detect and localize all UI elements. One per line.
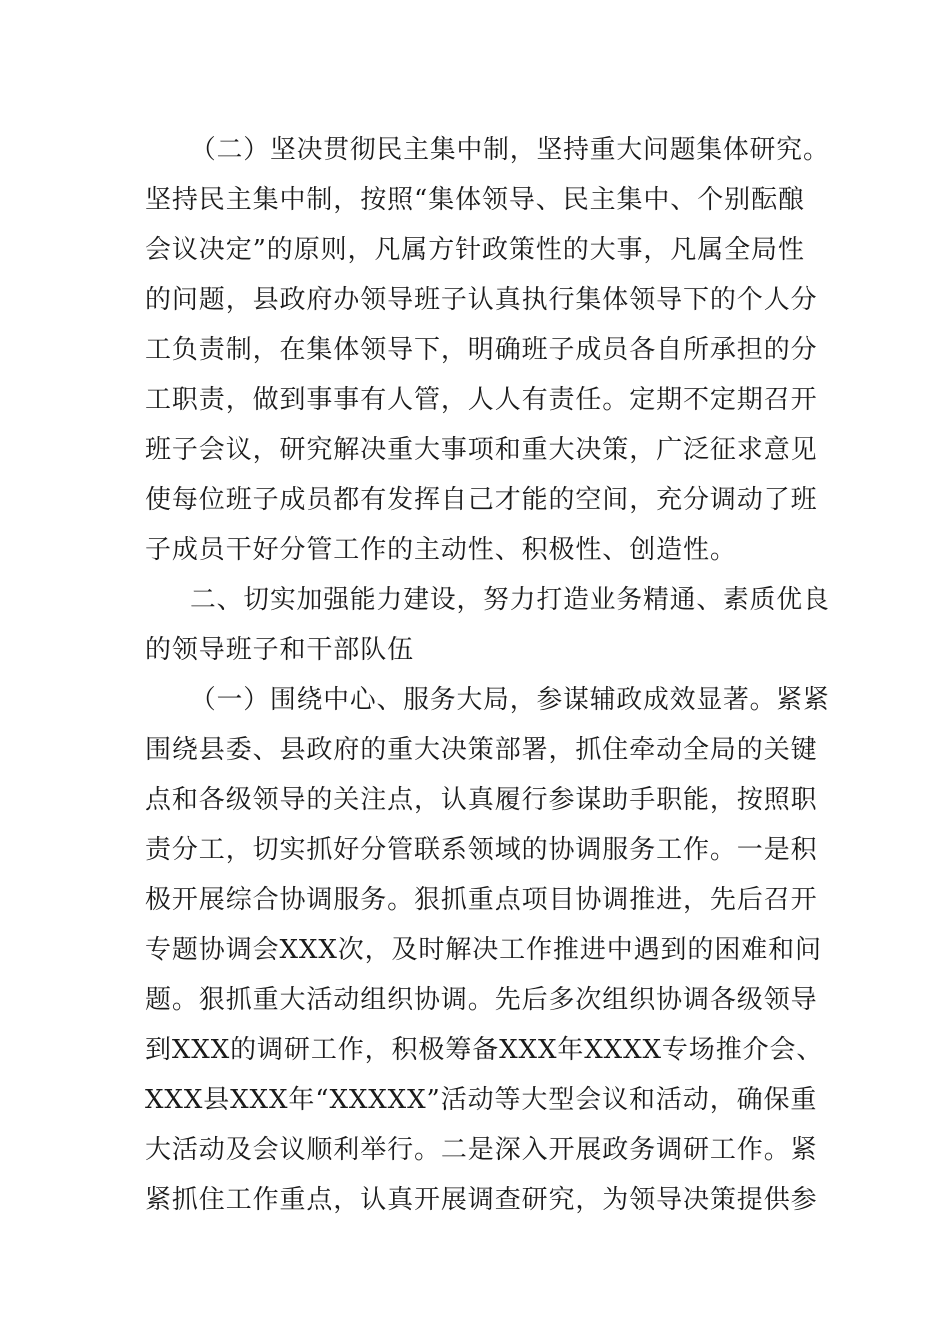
- text-line: 极开展综合协调服务。狠抓重点项目协调推进，先后召开: [145, 885, 818, 915]
- paragraph-heading-1-line: （一）围绕中心、服务大局，参谋辅政成效显著。紧紧: [190, 685, 830, 715]
- text-line: 责分工，切实抓好分管联系领域的协调服务工作。一是积: [145, 835, 818, 865]
- text-line: 使每位班子成员都有发挥自己才能的空间，充分调动了班: [145, 485, 818, 515]
- text-line: XXX县XXX年“XXXXX”活动等大型会议和活动，确保重: [145, 1085, 818, 1115]
- text-line: 专题协调会XXX次，及时解决工作推进中遇到的困难和问: [145, 935, 822, 965]
- text-line: 子成员干好分管工作的主动性、积极性、创造性。: [145, 535, 737, 565]
- text-line: 大活动及会议顺利举行。二是深入开展政务调研工作。紧: [145, 1135, 818, 1165]
- section-heading-line: 二、切实加强能力建设，努力打造业务精通、素质优良: [190, 585, 830, 615]
- section-heading-line: 的领导班子和干部队伍: [145, 635, 415, 665]
- text-line: 围绕县委、县政府的重大决策部署，抓住牵动全局的关键: [145, 735, 818, 765]
- text-line: 工负责制，在集体领导下，明确班子成员各自所承担的分: [145, 335, 818, 365]
- text-line: 班子会议，研究解决重大事项和重大决策，广泛征求意见: [145, 435, 818, 465]
- text-line: 点和各级领导的关注点，认真履行参谋助手职能，按照职: [145, 785, 818, 815]
- text-line: 工职责，做到事事有人管，人人有责任。定期不定期召开: [145, 385, 818, 415]
- paragraph-heading-2-line: （二）坚决贯彻民主集中制，坚持重大问题集体研究。: [190, 135, 830, 165]
- text-line: 会议决定”的原则，凡属方针政策性的大事，凡属全局性: [145, 235, 805, 265]
- text-line: 的问题，县政府办领导班子认真执行集体领导下的个人分: [145, 285, 818, 315]
- text-line: 坚持民主集中制，按照“集体领导、民主集中、个别酝酿: [145, 185, 805, 215]
- text-line: 紧抓住工作重点，认真开展调查研究，为领导决策提供参: [145, 1185, 818, 1215]
- text-line: 题。狠抓重大活动组织协调。先后多次组织协调各级领导: [145, 985, 818, 1015]
- text-line: 到XXX的调研工作，积极筹备XXX年XXXX专场推介会、: [145, 1035, 824, 1065]
